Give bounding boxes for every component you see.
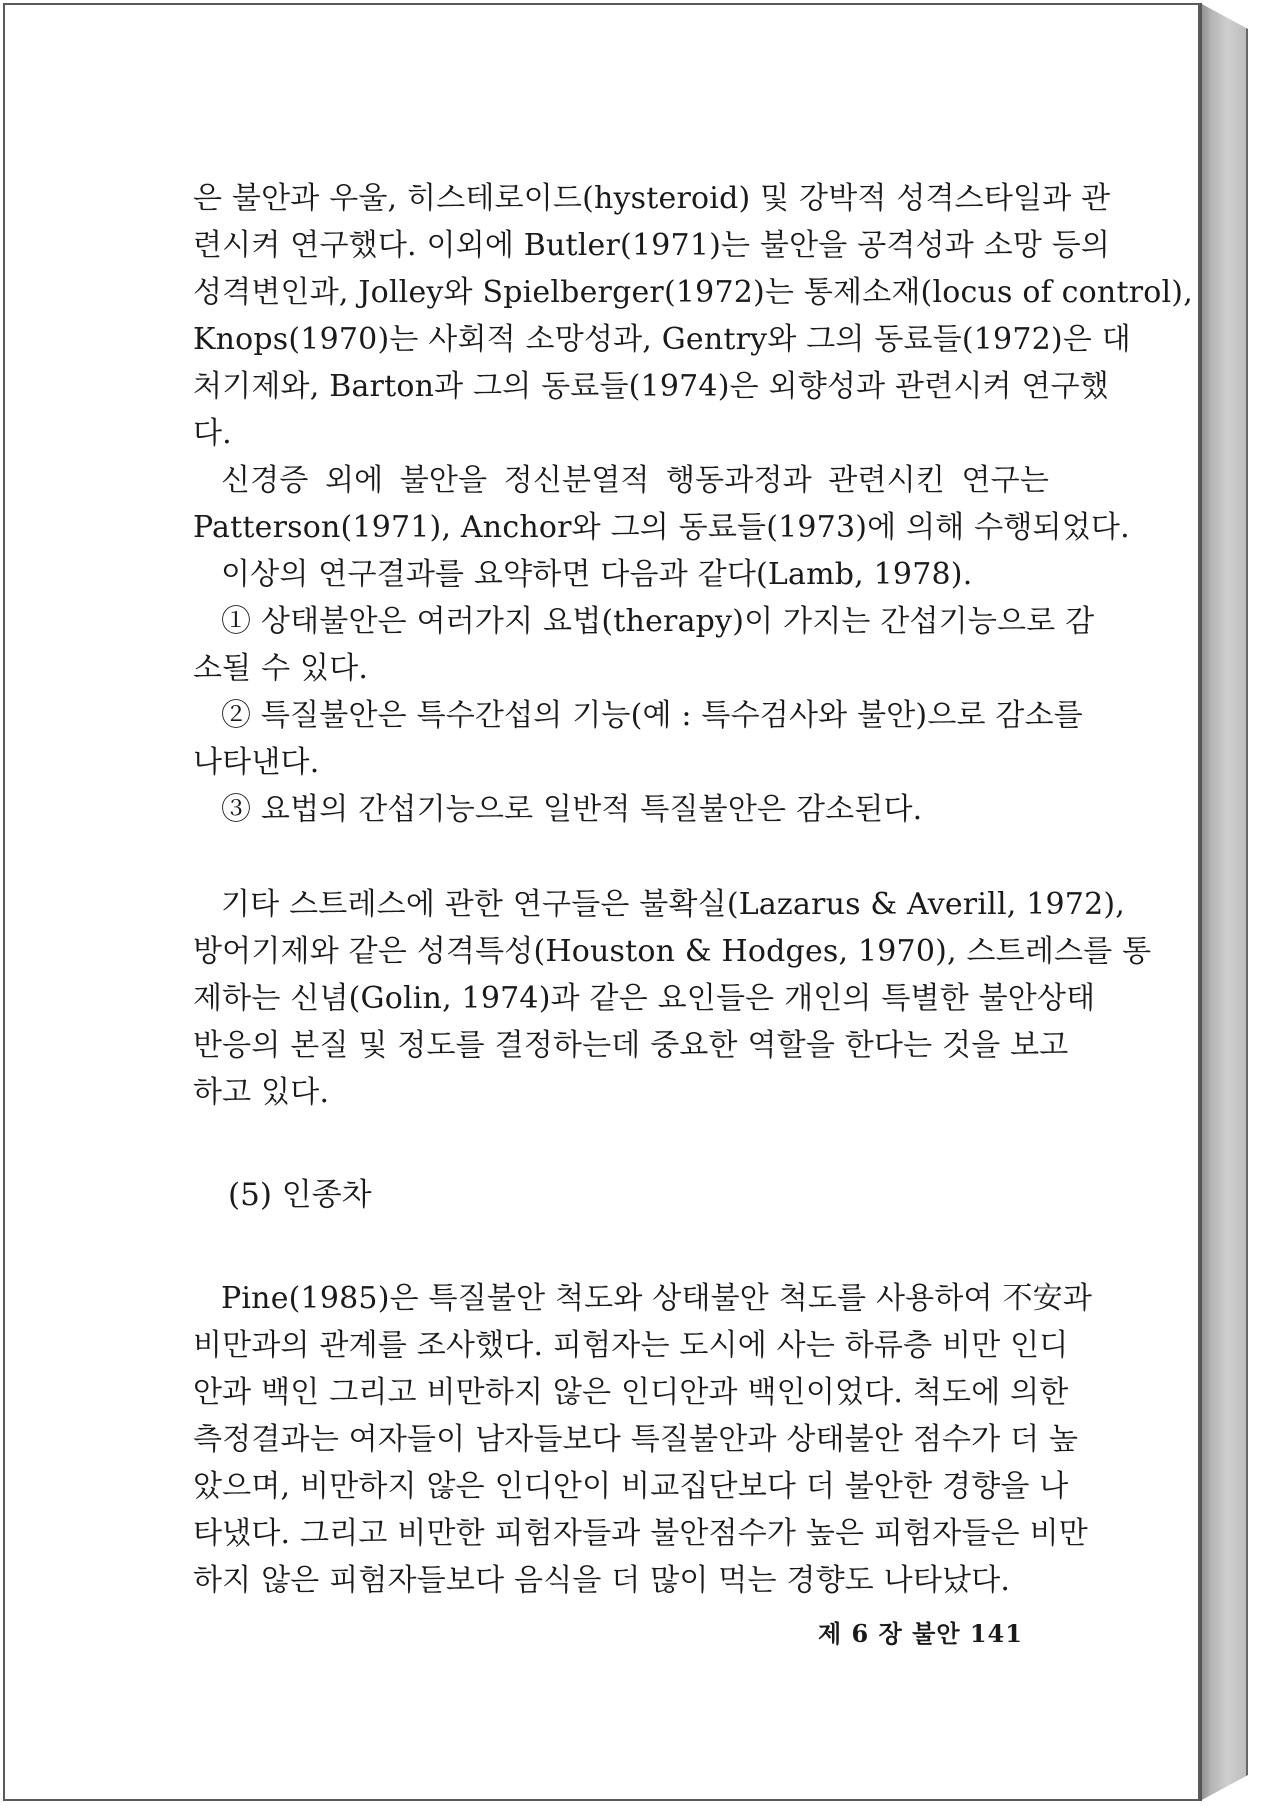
text-line: 성격변인과, Jolley와 Spielberger(1972)는 통제소재(locus of control), [193, 275, 1193, 310]
text-line: 반응의 본질 및 정도를 결정하는데 중요한 역할을 한다는 것을 보고 [193, 1028, 1069, 1063]
text-line: 기타 스트레스에 관한 연구들은 불확실(Lazarus & Averill, 1972), [221, 887, 1125, 922]
section-heading: (5) 인종차 [228, 1177, 372, 1213]
text-line: 하지 않은 피험자들보다 음식을 더 많이 먹는 경향도 나타났다. [193, 1563, 1011, 1598]
text-line: Patterson(1971), Anchor와 그의 동료들(1973)에 의해 수행되었다. [193, 510, 1130, 545]
text-line: 련시켜 연구했다. 이외에 Butler(1971)는 불안을 공격성과 소망 등의 [193, 228, 1111, 263]
text-line: 측정결과는 여자들이 남자들보다 특질불안과 상태불안 점수가 더 높 [193, 1422, 1079, 1457]
list-item-line: 소될 수 있다. [193, 651, 369, 686]
text-line: 비만과의 관계를 조사했다. 피험자는 도시에 사는 하류층 비만 인디 [193, 1328, 1069, 1363]
text-line: 은 불안과 우울, 히스테로이드(hysteroid) 및 강박적 성격스타일과 관 [193, 181, 1111, 216]
list-item-line: ② 특질불안은 특수간섭의 기능(예 : 특수검사와 불안)으로 감소를 [221, 698, 1083, 733]
list-item-line: ③ 요법의 간섭기능으로 일반적 특질불안은 감소된다. [221, 792, 923, 827]
text-line: 신경증 외에 불안을 정신분열적 행동과정과 관련시킨 연구는 [221, 463, 1049, 498]
text-line: 방어기제와 같은 성격특성(Houston & Hodges, 1970), 스트레스를 통 [193, 934, 1152, 969]
page-block-side [1200, 3, 1248, 1801]
text-line: 하고 있다. [193, 1075, 330, 1110]
text-line: 타냈다. 그리고 비만한 피험자들과 불안점수가 높은 피험자들은 비만 [193, 1516, 1088, 1551]
text-line: 제하는 신념(Golin, 1974)과 같은 요인들은 개인의 특별한 불안상태 [193, 981, 1096, 1016]
text-line: 처기제와, Barton과 그의 동료들(1974)은 외향성과 관련시켜 연구했 [193, 369, 1109, 404]
page-footer: 제 6 장 불안 141 [818, 1619, 1023, 1648]
text-line: 았으며, 비만하지 않은 인디안이 비교집단보다 더 불안한 경향을 나 [193, 1469, 1069, 1504]
list-item-line: 나타낸다. [193, 745, 320, 780]
text-line: 안과 백인 그리고 비만하지 않은 인디안과 백인이었다. 척도에 의한 [193, 1375, 1069, 1410]
text-line: 다. [193, 416, 232, 451]
list-item-line: ① 상태불안은 여러가지 요법(therapy)이 가지는 간섭기능으로 감 [221, 604, 1095, 639]
text-line: 이상의 연구결과를 요약하면 다음과 같다(Lamb, 1978). [221, 557, 973, 592]
text-line: Pine(1985)은 특질불안 척도와 상태불안 척도를 사용하여 不安과 [221, 1281, 1093, 1316]
text-line: Knops(1970)는 사회적 소망성과, Gentry와 그의 동료들(1972)은 대 [193, 322, 1131, 357]
